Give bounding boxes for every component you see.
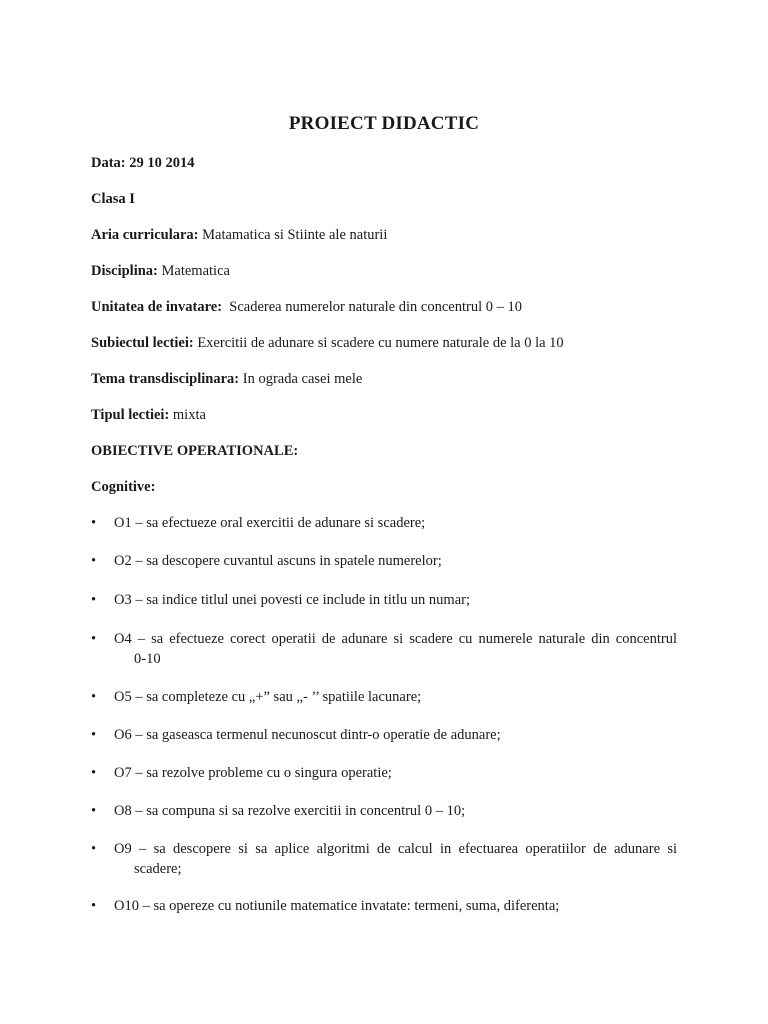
bullet-icon: •: [91, 592, 97, 608]
field-aria-label: Aria curriculara:: [91, 227, 199, 243]
bullet-icon: •: [91, 553, 97, 569]
field-unitatea: [91, 298, 522, 316]
objective-text: O5 – sa completeze cu „+” sau „- ’’ spatiile lacunare;: [114, 689, 422, 705]
field-tipul-label: Tipul lectiei:: [91, 407, 170, 423]
field-subiectul-value: Exercitii de adunare si scadere cu numere naturale de la 0 la 10: [197, 335, 564, 351]
field-clasa-label: Clasa I: [91, 191, 135, 207]
objective-line-continued: 0-10: [134, 651, 161, 667]
field-unitatea-label: Unitatea de invatare:: [91, 299, 223, 315]
bullet-icon: •: [91, 803, 97, 819]
objective-line-continued: scadere;: [134, 861, 182, 877]
field-data: [91, 154, 195, 172]
list-item: [91, 896, 677, 916]
bullet-icon: •: [91, 689, 97, 705]
section-heading-obiective: OBIECTIVE OPERATIONALE:: [91, 443, 299, 459]
objective-line: O9 – sa descopere si sa aplice algoritmi de calcul in efectuarea operatiilor de adunare si: [114, 841, 677, 857]
section-heading-cognitive: Cognitive:: [91, 479, 156, 495]
list-item: [91, 629, 677, 669]
field-tipul-value: mixta: [172, 407, 206, 423]
objective-text: [114, 839, 677, 879]
field-tipul: [91, 406, 206, 424]
field-data-value: 29 10 2014: [129, 155, 195, 171]
objective-line: O4 – sa efectueze corect operatii de adunare si scadere cu numerele naturale din concentrul: [114, 631, 677, 647]
list-item: [91, 687, 677, 707]
list-item: [91, 551, 677, 571]
field-unitatea-value: Scaderea numerelor naturale din concentrul 0 – 10: [229, 299, 522, 315]
bullet-icon: •: [91, 515, 97, 531]
field-subiectul-label: Subiectul lectiei:: [91, 335, 194, 351]
list-item: [91, 725, 677, 745]
field-disciplina-value: Matematica: [161, 263, 230, 279]
bullet-icon: •: [91, 841, 97, 857]
objective-text: O8 – sa compuna si sa rezolve exercitii in concentrul 0 – 10;: [114, 803, 466, 819]
objective-text: O7 – sa rezolve probleme cu o singura operatie;: [114, 765, 392, 781]
list-item: [91, 590, 677, 610]
objective-text: O6 – sa gaseasca termenul necunoscut dintr-o operatie de adunare;: [114, 727, 501, 743]
field-disciplina-label: Disciplina:: [91, 263, 158, 279]
objective-text: [114, 629, 677, 669]
list-item: [91, 839, 677, 879]
objective-text: O3 – sa indice titlul unei povesti ce include in titlu un numar;: [114, 592, 470, 608]
objective-text: O10 – sa opereze cu notiunile matematice invatate: termeni, suma, diferenta;: [114, 898, 560, 914]
field-tema-value: In ograda casei mele: [242, 371, 363, 387]
objective-text: O2 – sa descopere cuvantul ascuns in spatele numerelor;: [114, 553, 442, 569]
document-title: PROIECT DIDACTIC: [288, 113, 480, 134]
list-item: [91, 801, 677, 821]
bullet-icon: •: [91, 765, 97, 781]
list-item: [91, 763, 677, 783]
list-item: [91, 513, 677, 533]
bullet-icon: •: [91, 898, 97, 914]
field-tema: [91, 370, 362, 388]
bullet-icon: •: [91, 631, 97, 647]
objective-text: O1 – sa efectueze oral exercitii de adunare si scadere;: [114, 515, 426, 531]
field-aria-value: Matamatica si Stiinte ale naturii: [202, 227, 388, 243]
field-data-label: Data:: [91, 155, 126, 171]
field-clasa: [91, 190, 135, 208]
field-tema-label: Tema transdisciplinara:: [91, 371, 240, 387]
field-subiectul: [91, 334, 564, 352]
bullet-icon: •: [91, 727, 97, 743]
field-aria: [91, 226, 387, 244]
field-disciplina: [91, 262, 230, 280]
